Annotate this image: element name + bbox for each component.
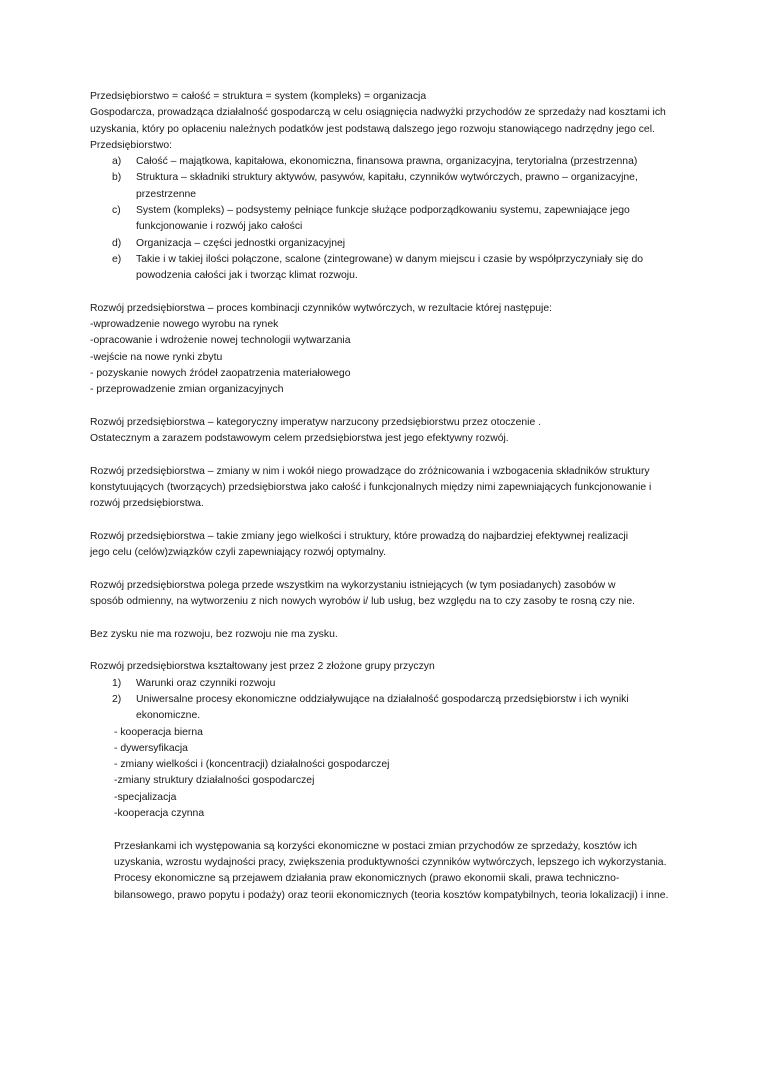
dash-item: - przeprowadzenie zmian organizacyjnych [90, 384, 284, 396]
dash-item: -kooperacja czynna [114, 808, 205, 820]
list-item-text: Takie i w takiej ilości połączone, scalone (zintegrowane) w danym miejscu i czasie by współprzyczyniały się do powodzenia całości jak i tworząc klimat rozwoju. [136, 253, 644, 282]
dash-item: - kooperacja bierna [114, 726, 203, 738]
rozwoj-proces-lead: Rozwój przedsiębiorstwa – proces kombinacji czynników wytwórczych, w rezultacie której następuje: [90, 302, 552, 314]
list-item [112, 252, 670, 285]
dash-item: -zmiany struktury działalności gospodarczej [114, 775, 315, 787]
list-item-text: Struktura – składniki struktury aktywów, pasywów, kapitału, czynników wytwórczych, prawno – organizacyjne, przestrzenne [136, 172, 638, 200]
list-item [112, 236, 670, 252]
przeslanki-paragraph: Przesłankami ich występowania są korzyści ekonomiczne w postaci zmian przychodów ze sprzedaży, kosztów ich uzyskania, wzrostu wydajności pracy, zwiększenia produktywności czynników wytwórczych, lepszego ich wykorzystania. [114, 840, 667, 868]
rozwoj-zmiany-paragraph: Rozwój przedsiębiorstwa – zmiany w nim i wokół niego prowadzące do zróżnicowania i wzbogacenia składników struktury konstytuujących (tworzących) przedsiębiorstwa jako całość i funkcjonalnych między nimi zapewniających funkcjonowanie i rozwój przedsiębiorstwa. [90, 465, 652, 510]
rozwoj-optymalny-paragraph: Rozwój przedsiębiorstwa – takie zmiany jego wielkości i struktury, które prowadzą do najbardziej efektywnej realizacji jego celu (celów)związków czyli zapewniający rozwój optymalny. [90, 531, 629, 559]
intro-list-lead: Przedsiębiorstwo: [90, 139, 173, 151]
list-item-text: System (kompleks) – podsystemy pełniące funkcje służące podporządkowaniu systemu, zapewniające jego funkcjonowanie i rozwój jako całości [136, 205, 630, 233]
dash-item: -specjalizacja [114, 791, 177, 803]
alpha-list [90, 154, 670, 284]
document-body [90, 89, 670, 904]
list-item [112, 170, 670, 203]
list-marker: e) [112, 253, 122, 265]
intro-title: Przedsiębiorstwo = całość = struktura = system (kompleks) = organizacja [90, 91, 427, 102]
dash-item: -wprowadzenie nowego wyrobu na rynek [90, 319, 279, 331]
rozwoj-imperatyw: Rozwój przedsiębiorstwa – kategoryczny imperatyw narzucony przedsiębiorstwu przez otoczenie . [90, 416, 542, 428]
list-item-text: Całość – majątkowa, kapitałowa, ekonomiczna, finansowa prawna, organizacyjna, terytorialna (przestrzenna) [136, 156, 638, 168]
intro-definition: Gospodarcza, prowadząca działalność gospodarczą w celu osiągnięcia nadwyżki przychodów ze sprzedaży nad kosztami ich uzyskania, który po opłaceniu należnych podatków jest podstawą dalszego jego rozwoju stanowiącego nadrzędny jego cel. [90, 107, 666, 135]
list-item [112, 676, 670, 692]
zysk-sentence: Bez zysku nie ma rozwoju, bez rozwoju nie ma zysku. [90, 628, 338, 640]
list-marker: 1) [112, 677, 122, 689]
list-item-text: Warunki oraz czynniki rozwoju [136, 677, 276, 689]
numbered-list [90, 676, 670, 725]
list-item-text: Uniwersalne procesy ekonomiczne oddziaływujące na działalność gospodarczą przedsiębiorstw i ich wyniki ekonomiczne. [136, 693, 629, 722]
list-marker: b) [112, 172, 122, 184]
list-item [112, 154, 670, 170]
list-marker: a) [112, 156, 122, 168]
list-item-text: Organizacja – części jednostki organizacyjnej [136, 237, 346, 249]
list-item [112, 692, 670, 725]
dash-item: -wejście na nowe rynki zbytu [90, 351, 223, 363]
procesy-paragraph: Procesy ekonomiczne są przejawem działania praw ekonomicznych (prawo ekonomii skali, prawa techniczno-bilansowego, prawo popytu i podaży) oraz teorii ekonomicznych (teoria kosztów kompatybilnych, teoria lokalizacji) i inne. [114, 873, 669, 901]
list-marker: d) [112, 237, 122, 249]
rozwoj-zasoby-paragraph: Rozwój przedsiębiorstwa polega przede wszystkim na wykorzystaniu istniejących (w tym posiadanych) zasobów w sposób odmienny, na wytworzeniu z nich nowych wyrobów i/ lub usług, bez względu na to czy zasoby te rosną czy nie. [90, 579, 636, 608]
list-marker: c) [112, 205, 121, 217]
process-dash-list [114, 725, 670, 823]
dash-item: - dywersyfikacja [114, 742, 188, 754]
dash-item: - zmiany wielkości i (koncentracji) działalności gospodarczej [114, 759, 390, 771]
rozwoj-cel: Ostatecznym a zarazem podstawowym celem przedsiębiorstwa jest jego efektywny rozwój. [90, 433, 509, 445]
przyczyny-lead: Rozwój przedsiębiorstwa kształtowany jest przez 2 złożone grupy przyczyn [90, 661, 435, 673]
dash-item: -opracowanie i wdrożenie nowej technologii wytwarzania [90, 335, 351, 347]
closing-paragraphs [114, 839, 670, 904]
dash-item: - pozyskanie nowych źródeł zaopatrzenia materiałowego [90, 368, 351, 380]
list-item [112, 203, 670, 236]
list-marker: 2) [112, 693, 122, 705]
